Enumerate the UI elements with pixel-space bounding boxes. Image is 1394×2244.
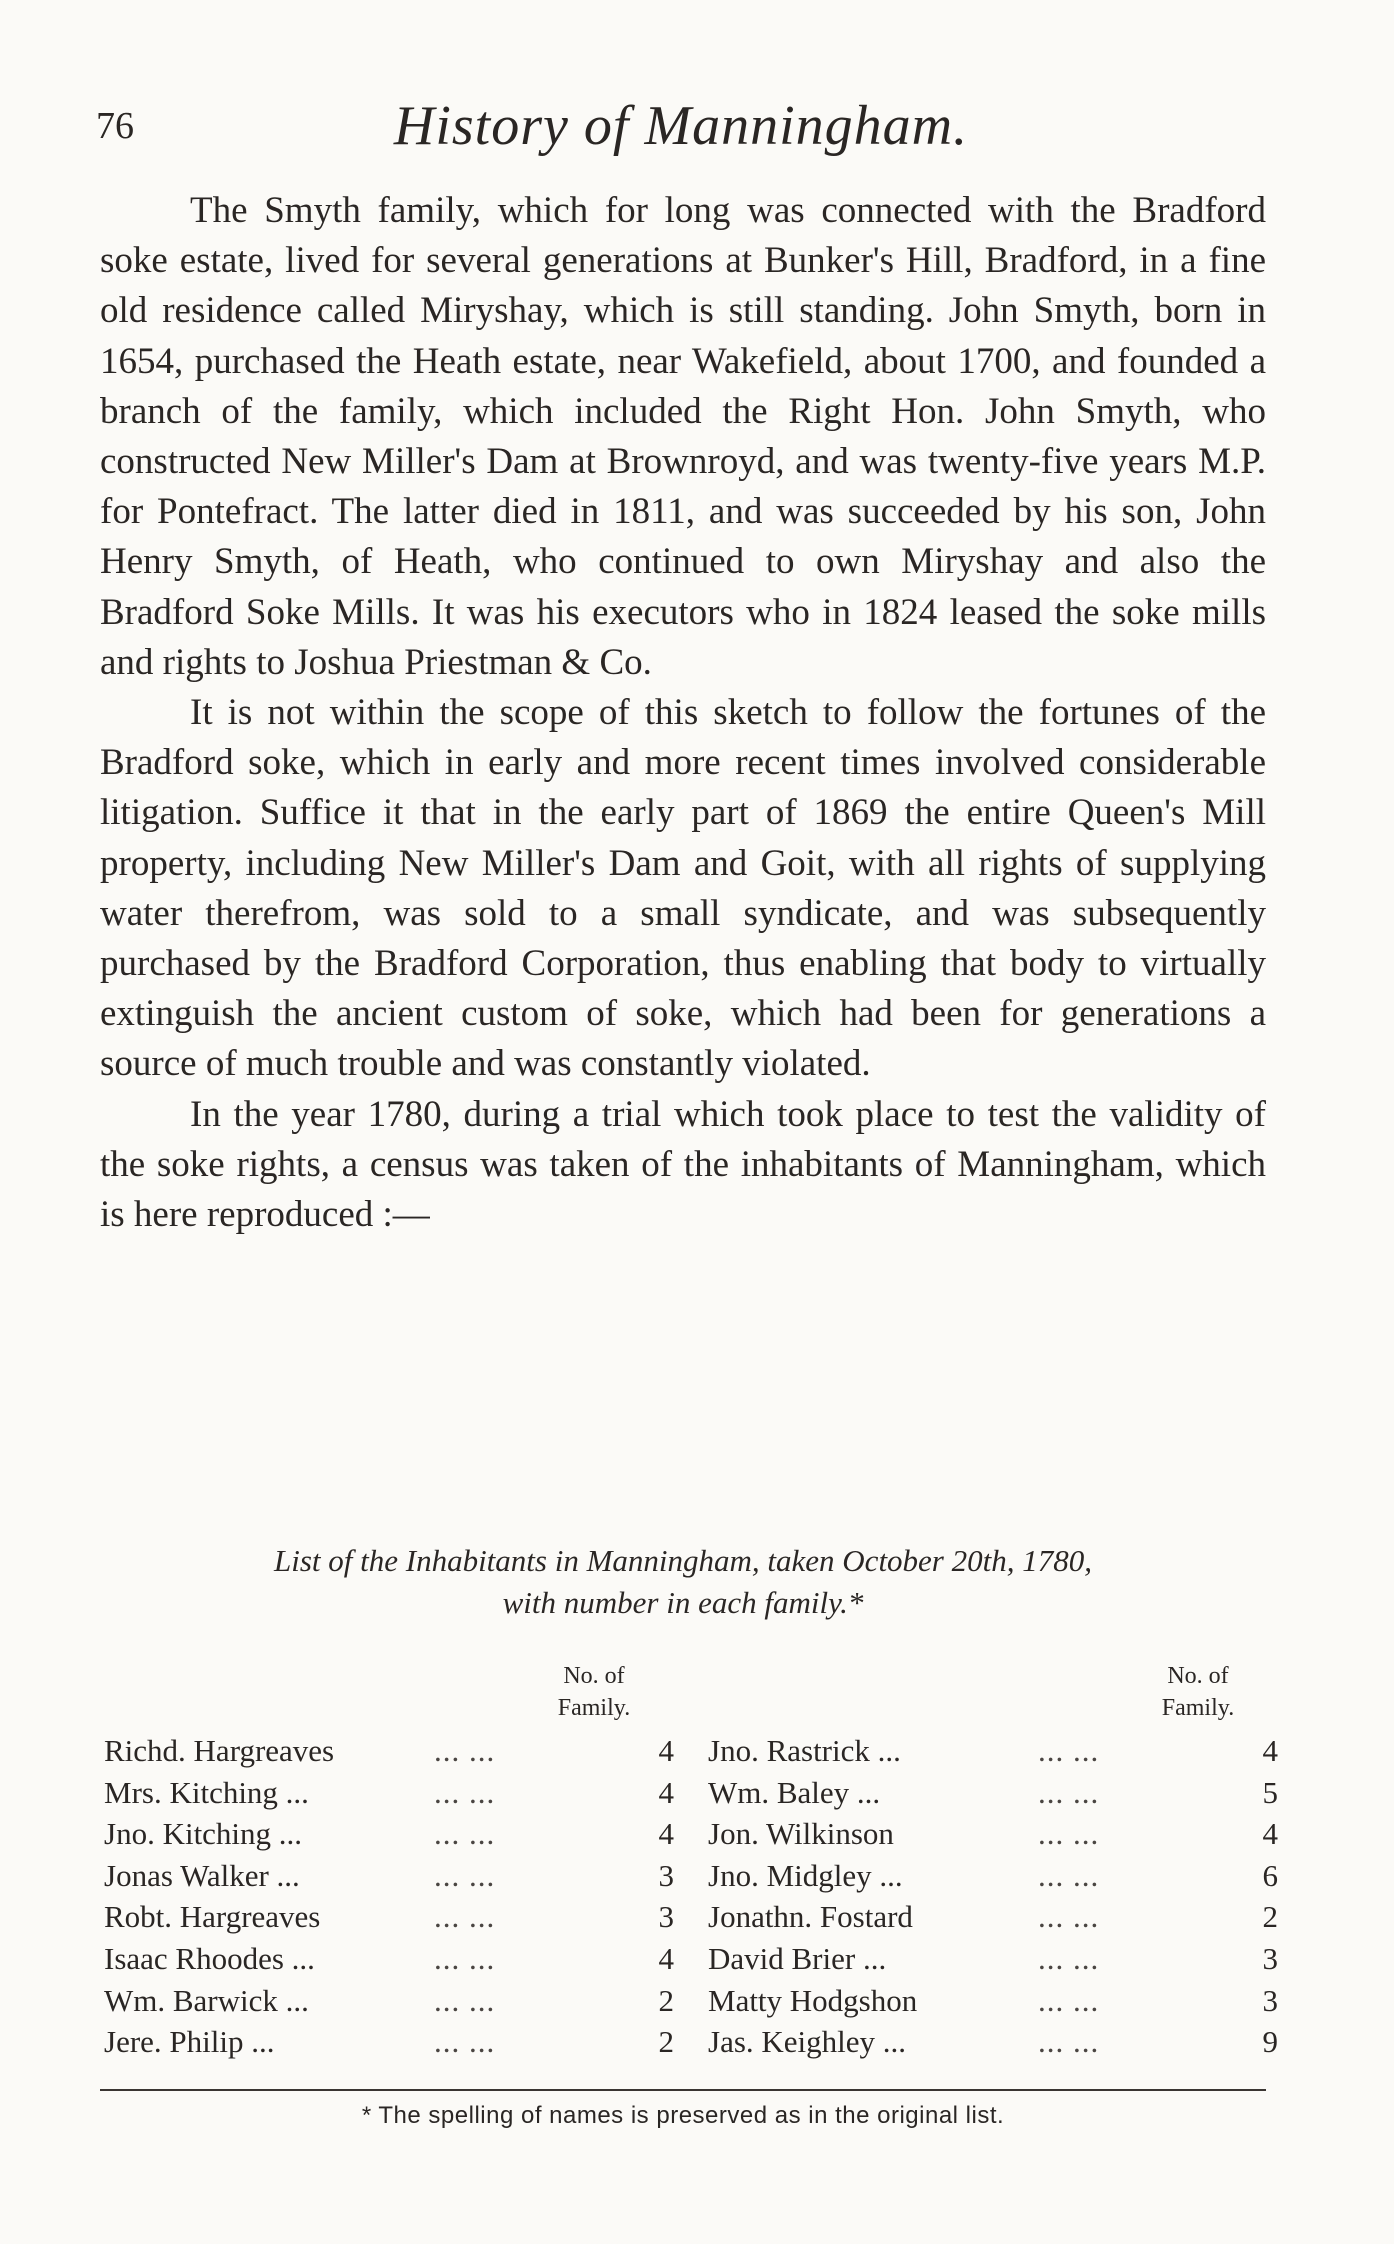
column-header-line: Family. <box>1161 1695 1235 1721</box>
resident-name: Richd. Hargreaves <box>104 1733 335 1768</box>
footnote-rule <box>100 2089 1266 2091</box>
paragraph: It is not within the scope of this sketch to follow the fortunes of the Bradford soke, which in early and more recent times involved considerable litigation. Suffice it that in the early part of 1869 the entire Queen's Mill property, including New Miller's Dam and Goit, with all rights of supplying water therefrom, was sold to a small syndicate, and was subsequently purchased by the Bradford Corporation, thus enabling that body to virtually extinguish the ancient custom of soke, which had been for generations a source of much trouble and was constantly violated. <box>100 692 1266 1085</box>
resident-name: David Brier ... <box>708 1940 887 1976</box>
resident-name: Isaac Rhoodes ... <box>104 1940 315 1976</box>
resident-name: Mrs. Kitching ... <box>104 1774 309 1810</box>
column-header <box>1118 1660 1278 1724</box>
census-row <box>708 1980 1278 2022</box>
dot-leader: ... ... <box>434 1940 496 1976</box>
census-rows <box>104 1730 674 2063</box>
column-header-line: No. of <box>1167 1663 1229 1689</box>
body-text <box>100 186 1266 1240</box>
column-header <box>514 1660 674 1724</box>
resident-name: Robt. Hargreaves <box>104 1899 321 1935</box>
resident-name: Matty Hodgshon <box>708 1982 918 2018</box>
family-count: 2 <box>658 2024 674 2060</box>
dot-leader: ... ... <box>434 1857 496 1893</box>
census-row <box>708 1730 1278 1772</box>
dot-leader: ... ... <box>1038 1982 1100 2018</box>
family-count: 4 <box>1262 1816 1278 1852</box>
paragraph: In the year 1780, during a trial which took place to test the validity of the soke rights, a census was taken of the inhabitants of Manningham, which is here reproduced :— <box>100 1093 1266 1236</box>
census-row <box>708 2021 1278 2063</box>
family-count: 3 <box>1262 1982 1278 2018</box>
dot-leader: ... ... <box>1038 1857 1100 1893</box>
family-count: 3 <box>658 1899 674 1935</box>
resident-name: Wm. Baley ... <box>708 1774 881 1810</box>
census-row <box>104 1813 674 1855</box>
family-count: 2 <box>1262 1899 1278 1935</box>
family-count: 6 <box>1262 1857 1278 1893</box>
dot-leader: ... ... <box>1038 2024 1100 2060</box>
family-count: 2 <box>658 1982 674 2018</box>
dot-leader: ... ... <box>1038 1940 1100 1976</box>
census-row <box>104 1980 674 2022</box>
resident-name: Jon. Wilkinson <box>708 1816 894 1852</box>
census-row <box>708 1938 1278 1980</box>
census-row <box>708 1896 1278 1938</box>
dot-leader: ... ... <box>434 1733 496 1768</box>
page-header <box>96 94 1266 164</box>
family-count: 4 <box>658 1733 674 1768</box>
family-count: 5 <box>1262 1774 1278 1810</box>
dot-leader: ... ... <box>1038 1816 1100 1852</box>
resident-name: Jno. Rastrick ... <box>708 1733 901 1768</box>
census-rows <box>708 1730 1278 2063</box>
family-count: 4 <box>658 1816 674 1852</box>
census-row <box>708 1813 1278 1855</box>
paragraph: The Smyth family, which for long was connected with the Bradford soke estate, lived for several generations at Bunker's Hill, Bradford, in a fine old residence called Miryshay, which is still standing. John Smyth, born in 1654, purchased the Heath estate, near Wakefield, about 1700, and founded a branch of the family, which included the Right Hon. John Smyth, who constructed New Miller's Dam at Brownroyd, and was twenty-five years M.P. for Pontefract. The latter died in 1811, and was succeeded by his son, John Henry Smyth, of Heath, who continued to own Miryshay and also the Bradford Soke Mills. It was his executors who in 1824 leased the soke mills and rights to Joshua Priestman & Co. <box>100 190 1266 683</box>
resident-name: Jno. Midgley ... <box>708 1857 903 1893</box>
census-caption-line: with number in each family.* <box>502 1585 864 1620</box>
dot-leader: ... ... <box>1038 1733 1100 1768</box>
census-row <box>104 1938 674 1980</box>
resident-name: Jonathn. Fostard <box>708 1899 913 1935</box>
family-count: 9 <box>1262 2024 1278 2060</box>
resident-name: Jas. Keighley ... <box>708 2024 907 2060</box>
family-count: 4 <box>658 1774 674 1810</box>
census-row <box>104 1772 674 1814</box>
family-count: 3 <box>658 1857 674 1893</box>
family-count: 4 <box>658 1940 674 1976</box>
dot-leader: ... ... <box>434 1774 496 1810</box>
dot-leader: ... ... <box>1038 1774 1100 1810</box>
column-header-line: Family. <box>557 1695 631 1721</box>
census-row <box>104 1855 674 1897</box>
dot-leader: ... ... <box>434 1899 496 1935</box>
census-caption <box>100 1540 1266 1624</box>
resident-name: Jno. Kitching ... <box>104 1816 303 1852</box>
resident-name: Jere. Philip ... <box>104 2024 275 2060</box>
footnote: * The spelling of names is preserved as in the original list. <box>361 2102 1005 2129</box>
resident-name: Jonas Walker ... <box>104 1857 300 1893</box>
census-caption-line: List of the Inhabitants in Manningham, taken October 20th, 1780, <box>273 1543 1092 1578</box>
dot-leader: ... ... <box>434 2024 496 2060</box>
dot-leader: ... ... <box>1038 1899 1100 1935</box>
census-row <box>104 1896 674 1938</box>
census-row <box>708 1772 1278 1814</box>
page-number: 76 <box>96 105 134 147</box>
family-count: 4 <box>1262 1733 1278 1768</box>
census-row <box>104 2021 674 2063</box>
column-header-line: No. of <box>563 1663 625 1689</box>
running-title: History of Manningham. <box>393 95 969 157</box>
dot-leader: ... ... <box>434 1816 496 1852</box>
family-count: 3 <box>1262 1940 1278 1976</box>
census-row <box>104 1730 674 1772</box>
resident-name: Wm. Barwick ... <box>104 1982 309 2018</box>
census-row <box>708 1855 1278 1897</box>
dot-leader: ... ... <box>434 1982 496 2018</box>
